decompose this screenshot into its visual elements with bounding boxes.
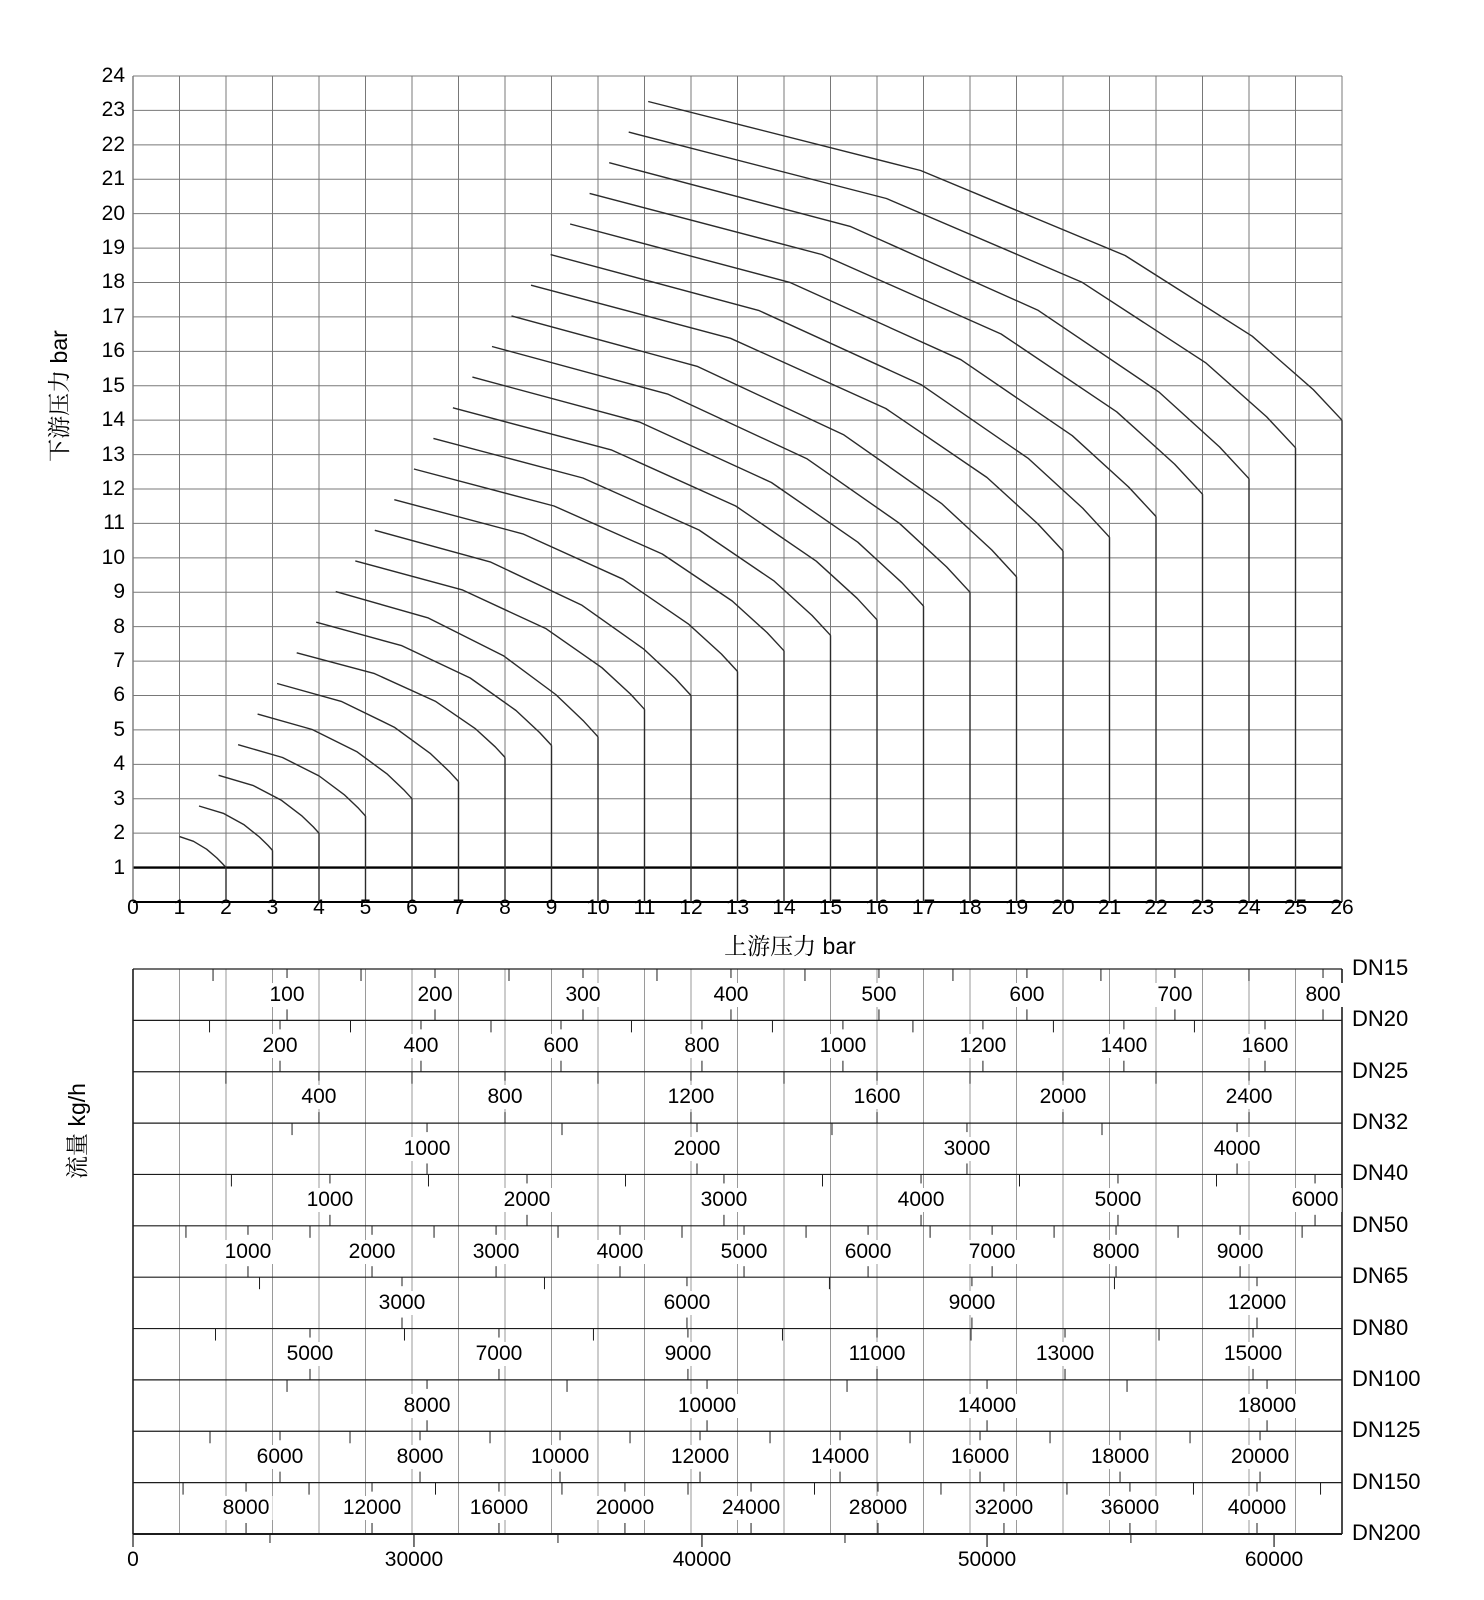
scale-number: 2000 [501, 1188, 554, 1212]
y-tick-label: 23 [101, 98, 125, 122]
x-tick-label: 0 [127, 896, 139, 919]
x-tick-label: 4 [313, 896, 325, 919]
flow-axis-title: 流量 kg/h [64, 1083, 90, 1179]
scale-number: 4000 [895, 1188, 948, 1212]
scale-number: 3000 [376, 1291, 429, 1315]
scale-number: 36000 [1098, 1496, 1162, 1520]
scale-number: 200 [259, 1034, 300, 1058]
y-tick-label: 11 [103, 511, 125, 535]
y-tick-label: 9 [113, 580, 125, 604]
scale-number: 18000 [1088, 1445, 1152, 1469]
x-tick-label: 1 [173, 896, 186, 919]
x-tick-label: 2 [220, 896, 232, 919]
y-tick-label: 15 [101, 373, 125, 397]
y-tick-label: 7 [113, 649, 125, 673]
scale-number: 500 [858, 983, 899, 1007]
dn-label: DN125 [1352, 1417, 1421, 1443]
scale-number: 12000 [340, 1496, 404, 1520]
scale-number: 2000 [671, 1137, 724, 1161]
scale-number: 6000 [842, 1240, 895, 1264]
scale-number: 12000 [1225, 1291, 1289, 1315]
flow-axis-number: 0 [127, 1548, 139, 1571]
scale-number: 24000 [719, 1496, 783, 1520]
scale-number: 9000 [1214, 1240, 1267, 1264]
scale-number: 1200 [957, 1034, 1010, 1058]
scale-number: 11000 [846, 1342, 909, 1366]
scale-number: 8000 [394, 1445, 447, 1469]
scale-number: 2400 [1223, 1085, 1276, 1109]
scale-number: 600 [1006, 983, 1047, 1007]
scale-number: 5000 [1092, 1188, 1145, 1212]
x-tick-label: 11 [633, 896, 656, 919]
scale-number: 28000 [846, 1496, 910, 1520]
scale-number: 8000 [401, 1394, 454, 1418]
dn-label: DN25 [1352, 1057, 1409, 1083]
scale-number: 3000 [941, 1137, 994, 1161]
flow-axis-number: 50000 [957, 1548, 1017, 1571]
scale-number: 1000 [304, 1188, 357, 1212]
y-tick-label: 6 [113, 683, 125, 707]
scale-number: 8000 [1090, 1240, 1143, 1264]
scale-number: 5000 [284, 1342, 337, 1366]
dn-label: DN150 [1352, 1468, 1421, 1494]
x-tick-label: 22 [1144, 896, 1168, 919]
scale-number: 6000 [254, 1445, 307, 1469]
scale-number: 20000 [593, 1496, 657, 1520]
scale-number: 7000 [966, 1240, 1019, 1264]
y-tick-label: 24 [101, 63, 125, 87]
scale-number: 13000 [1033, 1342, 1097, 1366]
scale-number: 200 [414, 983, 455, 1007]
y-tick-label: 12 [101, 476, 125, 500]
scale-number: 2000 [346, 1240, 399, 1264]
scale-number: 16000 [948, 1445, 1012, 1469]
y-axis-title: 下游压力 bar [46, 330, 72, 462]
y-tick-label: 5 [113, 717, 125, 741]
x-tick-label: 26 [1330, 896, 1354, 919]
scale-number: 400 [710, 983, 751, 1007]
y-tick-label: 17 [101, 304, 125, 328]
scale-number: 16000 [467, 1496, 531, 1520]
y-tick-label: 4 [113, 752, 125, 776]
scale-number: 800 [484, 1085, 525, 1109]
scale-number: 1600 [1239, 1034, 1292, 1058]
scale-number: 5000 [718, 1240, 771, 1264]
x-tick-label: 19 [1004, 896, 1029, 919]
x-tick-label: 21 [1097, 896, 1122, 919]
y-tick-label: 16 [101, 339, 125, 363]
x-tick-label: 18 [958, 896, 982, 919]
scale-number: 3000 [698, 1188, 751, 1212]
scale-number: 10000 [675, 1394, 739, 1418]
scale-number: 6000 [1289, 1188, 1342, 1212]
scale-number: 15000 [1221, 1342, 1285, 1366]
scale-number: 800 [681, 1034, 722, 1058]
scale-number: 600 [540, 1034, 581, 1058]
x-tick-label: 6 [406, 896, 418, 919]
scale-number: 7000 [473, 1342, 526, 1366]
y-tick-label: 8 [113, 614, 125, 638]
scale-number: 1600 [851, 1085, 904, 1109]
scale-number: 700 [1154, 983, 1195, 1007]
x-tick-label: 12 [679, 896, 703, 919]
scale-number: 4000 [594, 1240, 647, 1264]
scale-number: 32000 [972, 1496, 1036, 1520]
scale-number: 20000 [1228, 1445, 1292, 1469]
scale-number: 10000 [528, 1445, 592, 1469]
dn-label: DN15 [1352, 955, 1409, 980]
y-tick-label: 13 [101, 442, 125, 466]
x-tick-label: 9 [545, 896, 558, 919]
x-tick-label: 7 [452, 896, 465, 919]
x-tick-label: 8 [499, 896, 511, 919]
scale-number: 3000 [470, 1240, 523, 1264]
x-tick-label: 10 [586, 896, 610, 919]
y-tick-label: 14 [101, 408, 125, 432]
x-axis-title: 上游压力 bar [724, 933, 856, 959]
scale-number: 9000 [946, 1291, 999, 1315]
x-tick-label: 16 [865, 896, 889, 919]
scale-number: 800 [1302, 983, 1343, 1007]
y-tick-label: 10 [101, 545, 125, 569]
scale-number: 4000 [1211, 1137, 1264, 1161]
y-tick-label: 3 [113, 786, 125, 810]
x-tick-label: 23 [1190, 896, 1215, 919]
scale-number: 1400 [1098, 1034, 1151, 1058]
x-tick-label: 17 [911, 896, 936, 919]
flow-axis-number: 60000 [1244, 1548, 1304, 1571]
scale-number: 400 [400, 1034, 441, 1058]
scale-number: 12000 [668, 1445, 732, 1469]
scale-number: 300 [562, 983, 603, 1007]
dn-label: DN40 [1352, 1160, 1409, 1186]
y-tick-label: 2 [113, 821, 125, 845]
scale-number: 1200 [665, 1085, 718, 1109]
scale-number: 1000 [817, 1034, 870, 1058]
x-tick-label: 20 [1051, 896, 1075, 919]
y-tick-label: 19 [101, 236, 125, 260]
x-tick-label: 25 [1283, 896, 1308, 919]
flow-axis-number: 40000 [672, 1548, 732, 1571]
y-tick-label: 18 [101, 270, 125, 294]
scale-number: 18000 [1235, 1394, 1299, 1418]
x-tick-label: 5 [359, 896, 372, 919]
x-tick-label: 15 [818, 896, 843, 919]
scale-number: 1000 [401, 1137, 454, 1161]
dn-label: DN20 [1352, 1006, 1409, 1032]
dn-label: DN50 [1352, 1211, 1409, 1237]
scale-number: 6000 [661, 1291, 714, 1315]
scale-number: 2000 [1037, 1085, 1090, 1109]
dn-label: DN32 [1352, 1109, 1409, 1135]
x-tick-label: 24 [1237, 896, 1261, 919]
y-tick-label: 20 [101, 201, 125, 225]
y-tick-label: 21 [101, 167, 125, 191]
scale-number: 1000 [222, 1240, 275, 1264]
scale-number: 40000 [1225, 1496, 1289, 1520]
scale-number: 400 [298, 1085, 339, 1109]
scale-number: 14000 [955, 1394, 1019, 1418]
dn-label: DN65 [1352, 1263, 1409, 1289]
x-tick-label: 13 [725, 896, 750, 919]
scale-number: 9000 [662, 1342, 715, 1366]
scale-number: 100 [266, 983, 307, 1007]
dn-label: DN80 [1352, 1314, 1409, 1340]
y-tick-label: 22 [101, 132, 125, 156]
scale-number: 14000 [808, 1445, 872, 1469]
scale-number: 8000 [220, 1496, 273, 1520]
dn-label: DN100 [1352, 1365, 1421, 1391]
dn-label: DN200 [1352, 1520, 1421, 1545]
flow-axis-number: 30000 [384, 1548, 444, 1571]
x-tick-label: 3 [266, 896, 279, 919]
x-tick-label: 14 [772, 896, 796, 919]
y-tick-label: 1 [113, 855, 125, 879]
